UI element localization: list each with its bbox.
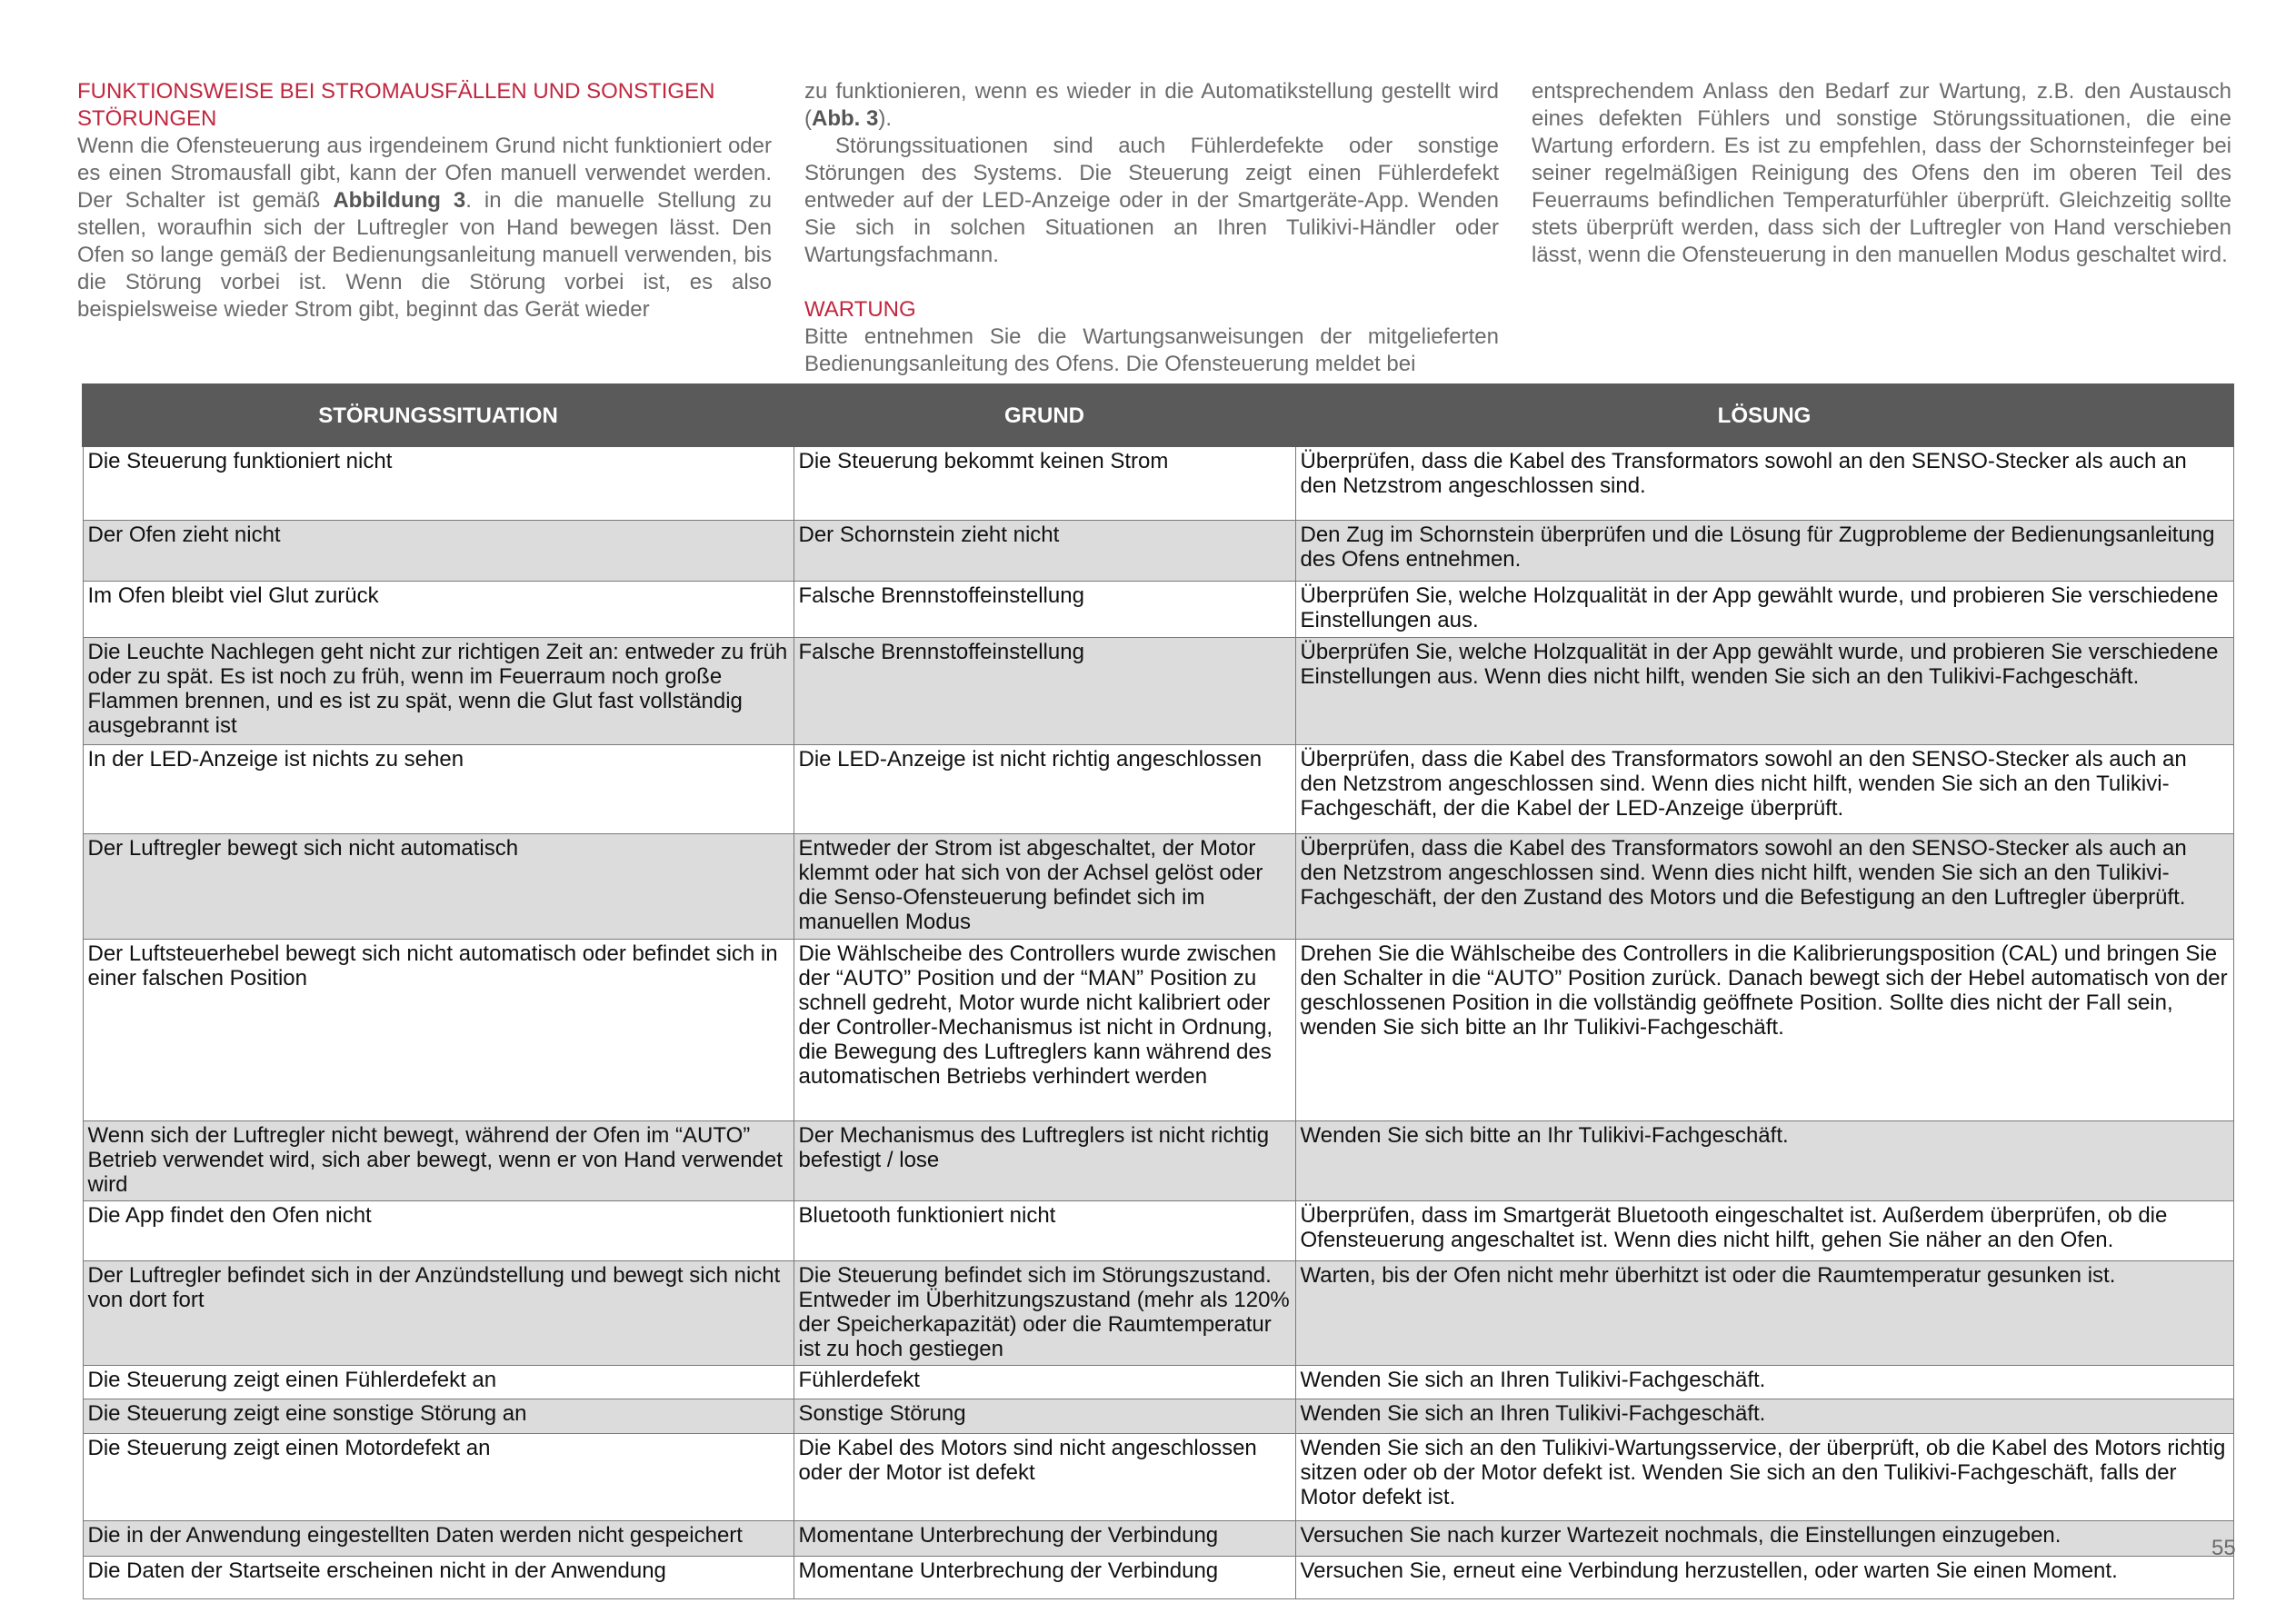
table-row	[83, 1399, 2233, 1433]
table-row	[83, 939, 2233, 1120]
table-row	[83, 744, 2233, 833]
table-row	[83, 1120, 2233, 1200]
table-body	[83, 446, 2233, 1598]
paragraph-maintenance: Bitte entnehmen Sie die Wartungsanweisungen der mitgelieferten Bedienungsanleitung des Ofens. Die Ofensteuerung meldet bei	[804, 324, 1499, 376]
cell-solution: Den Zug im Schornstein überprüfen und die Lösung für Zugprobleme der Bedienungsanleitung des Ofens entnehmen.	[1295, 520, 2233, 581]
page-number: 55	[2211, 1536, 2236, 1560]
column-header-reason: GRUND	[794, 384, 1295, 446]
cell-reason: Falsche Brennstoffeinstellung	[794, 637, 1295, 744]
cell-situation: Die Steuerung zeigt einen Motordefekt an	[83, 1433, 794, 1520]
cell-situation: Der Luftregler befindet sich in der Anzündstellung und bewegt sich nicht von dort fort	[83, 1260, 794, 1365]
cell-solution: Überprüfen, dass die Kabel des Transformators sowohl an den SENSO-Stecker als auch an den Netzstrom angeschlossen sind.	[1295, 446, 2233, 520]
cell-reason: Fühlerdefekt	[794, 1365, 1295, 1399]
cell-reason: Entweder der Strom ist abgeschaltet, der Motor klemmt oder hat sich von der Achsel gelöst oder die Senso-Ofensteuerung befindet sich im manuellen Modus	[794, 833, 1295, 939]
cell-situation: Die Steuerung zeigt einen Fühlerdefekt an	[83, 1365, 794, 1399]
table-row	[83, 1433, 2233, 1520]
text-column-3	[1532, 78, 2231, 269]
paragraph-maintenance-continued: entsprechendem Anlass den Bedarf zur Wartung, z.B. den Austausch eines defekten Fühlers und sonstige Störungssituationen, die eine Wartung erfordern. Es ist zu empfehlen, dass der Schornsteinfeger bei seiner regelmäßigen Reinigung des Ofens den im oberen Teil des Feuerraums befindlichen Temperaturfühler überprüft. Gleichzeitig sollte stets überprüft werden, dass sich der Luftregler von Hand verschieben lässt, wenn die Ofensteuerung in den manuellen Modus geschaltet wird.	[1532, 79, 2231, 267]
cell-situation: Im Ofen bleibt viel Glut zurück	[83, 581, 794, 637]
text-column-2	[804, 78, 1499, 378]
cell-reason: Der Mechanismus des Luftreglers ist nicht richtig befestigt / lose	[794, 1120, 1295, 1200]
cell-reason: Die LED-Anzeige ist nicht richtig angeschlossen	[794, 744, 1295, 833]
cell-situation: Wenn sich der Luftregler nicht bewegt, während der Ofen im “AUTO” Betrieb verwendet wird, sich aber bewegt, wenn er von Hand verwendet wird	[83, 1120, 794, 1200]
cell-reason: Sonstige Störung	[794, 1399, 1295, 1433]
cell-solution: Wenden Sie sich an Ihren Tulikivi-Fachgeschäft.	[1295, 1365, 2233, 1399]
cell-reason: Der Schornstein zieht nicht	[794, 520, 1295, 581]
cell-solution: Versuchen Sie nach kurzer Wartezeit nochmals, die Einstellungen einzugeben.	[1295, 1520, 2233, 1556]
cell-reason: Falsche Brennstoffeinstellung	[794, 581, 1295, 637]
figure-reference-short: Abb. 3	[812, 106, 879, 131]
paragraph-sensor-defects: Störungssituationen sind auch Fühlerdefekte oder sonstige Störungen des Systems. Die Steuerung zeigt einen Fühlerdefekt entweder auf der LED-Anzeige oder in der Smartgeräte-App. Wenden Sie sich in solchen Situationen an Ihren Tulikivi-Händler oder Wartungsfachmann.	[804, 134, 1499, 267]
cell-situation: Die in der Anwendung eingestellten Daten werden nicht gespeichert	[83, 1520, 794, 1556]
cell-solution: Wenden Sie sich an den Tulikivi-Wartungsservice, der überprüft, ob die Kabel des Motors richtig sitzen oder ob der Motor defekt ist. Wenden Sie sich an den Tulikivi-Fachgeschäft, falls der Motor defekt ist.	[1295, 1433, 2233, 1520]
paragraph-automatic-return: zu funktionieren, wenn es wieder in die Automatikstellung gestellt wird (Abb. 3).	[804, 79, 1499, 131]
troubleshooting-table	[82, 383, 2234, 1599]
table-row	[83, 1556, 2233, 1598]
table-row	[83, 1200, 2233, 1260]
cell-situation: Der Luftsteuerhebel bewegt sich nicht automatisch oder befindet sich in einer falschen Position	[83, 939, 794, 1120]
table-row	[83, 833, 2233, 939]
section-heading-power-failure: FUNKTIONSWEISE BEI STROMAUSFÄLLEN UND SONSTIGEN STÖRUNGEN	[77, 79, 715, 131]
cell-reason: Momentane Unterbrechung der Verbindung	[794, 1520, 1295, 1556]
table-row	[83, 1520, 2233, 1556]
cell-situation: Die Steuerung funktioniert nicht	[83, 446, 794, 520]
cell-situation: Der Ofen zieht nicht	[83, 520, 794, 581]
table-header-row	[83, 384, 2233, 446]
cell-situation: Der Luftregler bewegt sich nicht automatisch	[83, 833, 794, 939]
cell-solution: Drehen Sie die Wählscheibe des Controllers in die Kalibrierungsposition (CAL) und bringen Sie den Schalter in die “AUTO” Position zurück. Danach bewegt sich der Hebel automatisch von der geschlossenen Position in die vollständig geöffnete Position. Sollte dies nicht der Fall sein, wenden Sie sich bitte an Ihr Tulikivi-Fachgeschäft.	[1295, 939, 2233, 1120]
column-header-solution: LÖSUNG	[1295, 384, 2233, 446]
cell-solution: Überprüfen, dass die Kabel des Transformators sowohl an den SENSO-Stecker als auch an den Netzstrom angeschlossen sind. Wenn dies nicht hilft, wenden Sie sich an den Tulikivi-Fachgeschäft, der die Kabel der LED-Anzeige überprüft.	[1295, 744, 2233, 833]
table-row	[83, 581, 2233, 637]
column-header-situation: STÖRUNGSSITUATION	[83, 384, 794, 446]
cell-solution: Überprüfen Sie, welche Holzqualität in der App gewählt wurde, und probieren Sie verschiedene Einstellungen aus. Wenn dies nicht hilft, wenden Sie sich an den Tulikivi-Fachgeschäft.	[1295, 637, 2233, 744]
section-heading-maintenance: WARTUNG	[804, 297, 916, 322]
cell-solution: Überprüfen, dass im Smartgerät Bluetooth eingeschaltet ist. Außerdem überprüfen, ob die Ofensteuerung angeschaltet ist. Wenn dies nicht hilft, gehen Sie näher an den Ofen.	[1295, 1200, 2233, 1260]
cell-solution: Versuchen Sie, erneut eine Verbindung herzustellen, oder warten Sie einen Moment.	[1295, 1556, 2233, 1598]
cell-situation: Die Steuerung zeigt eine sonstige Störung an	[83, 1399, 794, 1433]
cell-solution: Überprüfen, dass die Kabel des Transformators sowohl an den SENSO-Stecker als auch an den Netzstrom angeschlossen sind. Wenn dies nicht hilft, wenden Sie sich an den Tulikivi-Fachgeschäft, der den Zustand des Motors und die Befestigung an den Luftregler überprüft.	[1295, 833, 2233, 939]
table-row	[83, 1260, 2233, 1365]
cell-reason: Die Steuerung befindet sich im Störungszustand. Entweder im Überhitzungszustand (mehr als 120% der Speicherkapazität) oder die Raumtemperatur ist zu hoch gestiegen	[794, 1260, 1295, 1365]
cell-reason: Momentane Unterbrechung der Verbindung	[794, 1556, 1295, 1598]
cell-situation: In der LED-Anzeige ist nichts zu sehen	[83, 744, 794, 833]
cell-reason: Die Steuerung bekommt keinen Strom	[794, 446, 1295, 520]
cell-solution: Wenden Sie sich bitte an Ihr Tulikivi-Fachgeschäft.	[1295, 1120, 2233, 1200]
cell-situation: Die Leuchte Nachlegen geht nicht zur richtigen Zeit an: entweder zu früh oder zu spät. Es ist noch zu früh, wenn im Feuerraum noch große Flammen brennen, und es ist zu spät, wenn die Glut fast vollständig ausgebrannt ist	[83, 637, 794, 744]
cell-situation: Die Daten der Startseite erscheinen nicht in der Anwendung	[83, 1556, 794, 1598]
table-row	[83, 1365, 2233, 1399]
cell-situation: Die App findet den Ofen nicht	[83, 1200, 794, 1260]
cell-reason: Die Wählscheibe des Controllers wurde zwischen der “AUTO” Position und der “MAN” Position zu schnell gedreht, Motor wurde nicht kalibriert oder der Controller-Mechanismus ist nicht in Ordnung, die Bewegung des Luftreglers kann während des automatischen Betriebs verhindert werden	[794, 939, 1295, 1120]
figure-reference: Abbildung 3	[333, 188, 466, 213]
cell-solution: Warten, bis der Ofen nicht mehr überhitzt ist oder die Raumtemperatur gesunken ist.	[1295, 1260, 2233, 1365]
table-row	[83, 446, 2233, 520]
text-column-1	[77, 78, 772, 324]
cell-reason: Die Kabel des Motors sind nicht angeschlossen oder der Motor ist defekt	[794, 1433, 1295, 1520]
paragraph-manual-operation: Wenn die Ofensteuerung aus irgendeinem Grund nicht funktioniert oder es einen Stromausfall gibt, kann der Ofen manuell verwendet werden. Der Schalter ist gemäß Abbildung 3. in die manuelle Stellung zu stellen, woraufhin sich der Luftregler von Hand bewegen lässt. Den Ofen so lange gemäß der Bedienungsanleitung manuell verwenden, bis die Störung vorbei ist. Wenn die Störung vorbei ist, es also beispielsweise wieder Strom gibt, beginnt das Gerät wieder	[77, 134, 772, 322]
table-row	[83, 520, 2233, 581]
cell-reason: Bluetooth funktioniert nicht	[794, 1200, 1295, 1260]
cell-solution: Überprüfen Sie, welche Holzqualität in der App gewählt wurde, und probieren Sie verschiedene Einstellungen aus.	[1295, 581, 2233, 637]
table-row	[83, 637, 2233, 744]
cell-solution: Wenden Sie sich an Ihren Tulikivi-Fachgeschäft.	[1295, 1399, 2233, 1433]
